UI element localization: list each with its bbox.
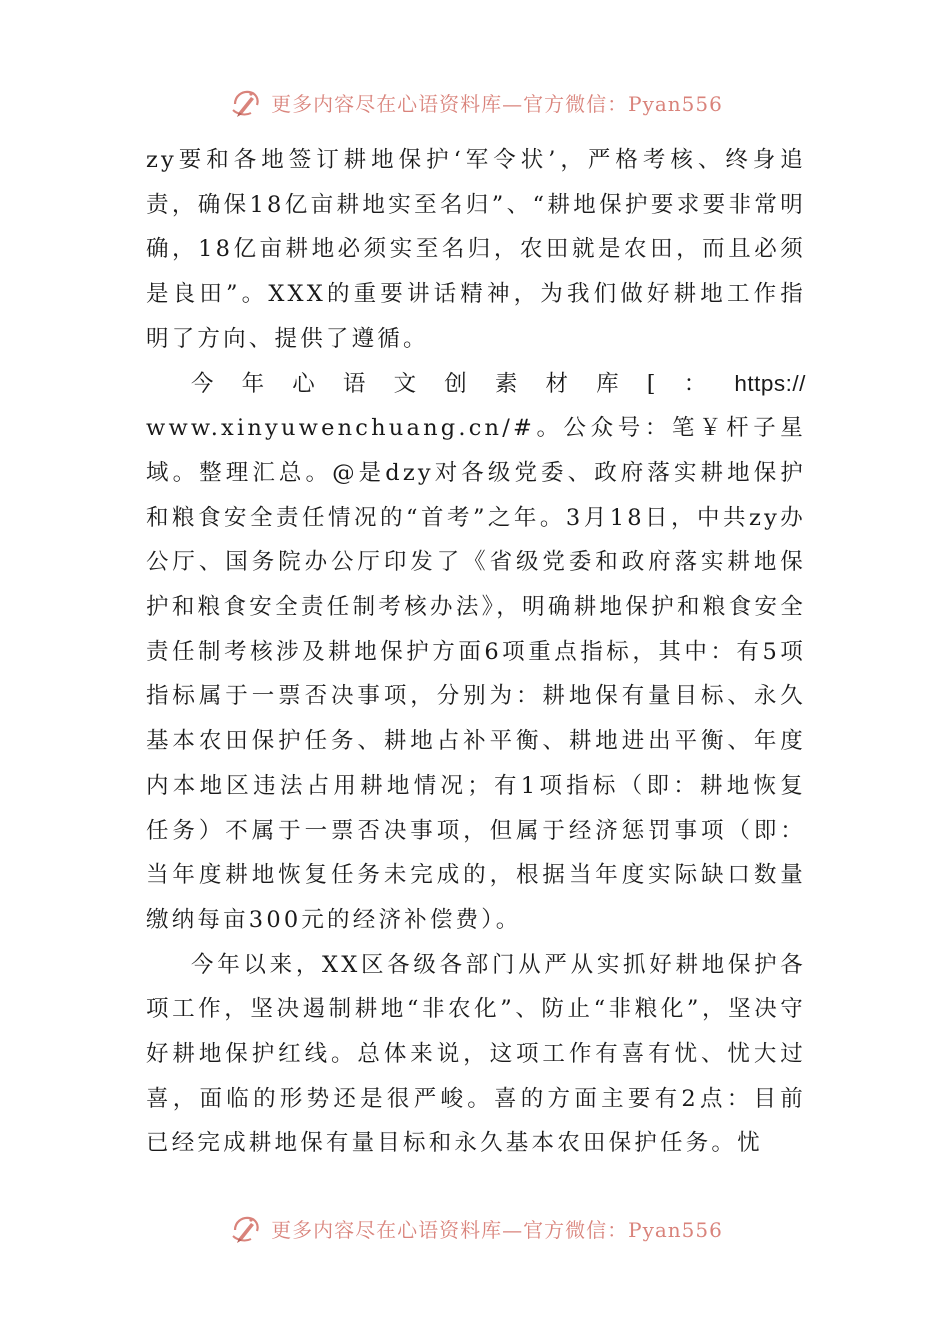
pen-logo-icon xyxy=(227,86,263,122)
banner-text: 更多内容尽在心语资料库—官方微信： xyxy=(271,1218,629,1243)
p2-char: 心 xyxy=(292,370,318,397)
p2-char: ： xyxy=(683,370,710,397)
paragraph-1: zy要和各地签订耕地保护‘军令状’，严格考核、终身追责，确保18亿亩耕地实至名归”、“耕地保护要求要非常明确，18亿亩耕地必须实至名归，农田就是农田，而且必须是良田”。XXX的重要讲话精神，为我们做好耕地工作指明了方向、提供了遵循。 xyxy=(146,147,806,352)
paragraph-2: www.xinyuwenchuang.cn/#。公众号：笔￥杆子星域。整理汇总。@是dzy对各级党委、政府落实耕地保护和粮食安全责任情况的“首考”之年。3月18日，中共zy办公厅、国务院办公厅印发了《省级党委和政府落实耕地保护和粮食安全责任制考核办法》，明确耕地保护和粮食安全责任制考核涉及耕地保护方面6项重点指标，其中：有5项指标属于一票否决事项，分别为：耕地保有量目标、永久基本农田保护任务、耕地占补平衡、耕地进出平衡、年度内本地区违法占用耕地情况；有1项指标（即：耕地恢复任务）不属于一票否决事项，但属于经济惩罚事项（即：当年度耕地恢复任务未完成的，根据当年度实际缺口数量缴纳每亩300元的经济补偿费）。 xyxy=(146,415,806,933)
p2-char: 库 xyxy=(596,370,622,397)
wechat-id: Pyan556 xyxy=(628,92,723,117)
paragraph-3: 今年以来，XX区各级各部门从严从实抓好耕地保护各项工作，坚决遏制耕地“非农化”、防止“非粮化”，坚决守好耕地保护红线。总体来说，这项工作有喜有忧、忧大过喜，面临的形势还是很严峻。喜的方面主要有2点：目前已经完成耕地保有量目标和永久基本农田保护任务。忧 xyxy=(146,951,806,1157)
paragraph-2-first-line xyxy=(146,362,806,407)
pen-logo-icon xyxy=(227,1212,263,1248)
p2-char: 素 xyxy=(494,370,521,397)
p2-char: 创 xyxy=(444,370,470,397)
p2-char: 今 xyxy=(191,370,217,397)
p2-char: 文 xyxy=(393,370,420,397)
p2-char: [ xyxy=(646,370,659,397)
p2-char: 语 xyxy=(342,370,369,397)
wechat-id: Pyan556 xyxy=(628,1218,723,1243)
header-banner xyxy=(0,84,950,124)
body-content xyxy=(146,138,806,1166)
banner-text: 更多内容尽在心语资料库—官方微信： xyxy=(271,92,629,117)
footer-banner xyxy=(0,1210,950,1250)
p2-char: 年 xyxy=(241,370,268,397)
p2-char: 材 xyxy=(545,370,572,397)
p2-url-start: https:// xyxy=(734,370,806,396)
